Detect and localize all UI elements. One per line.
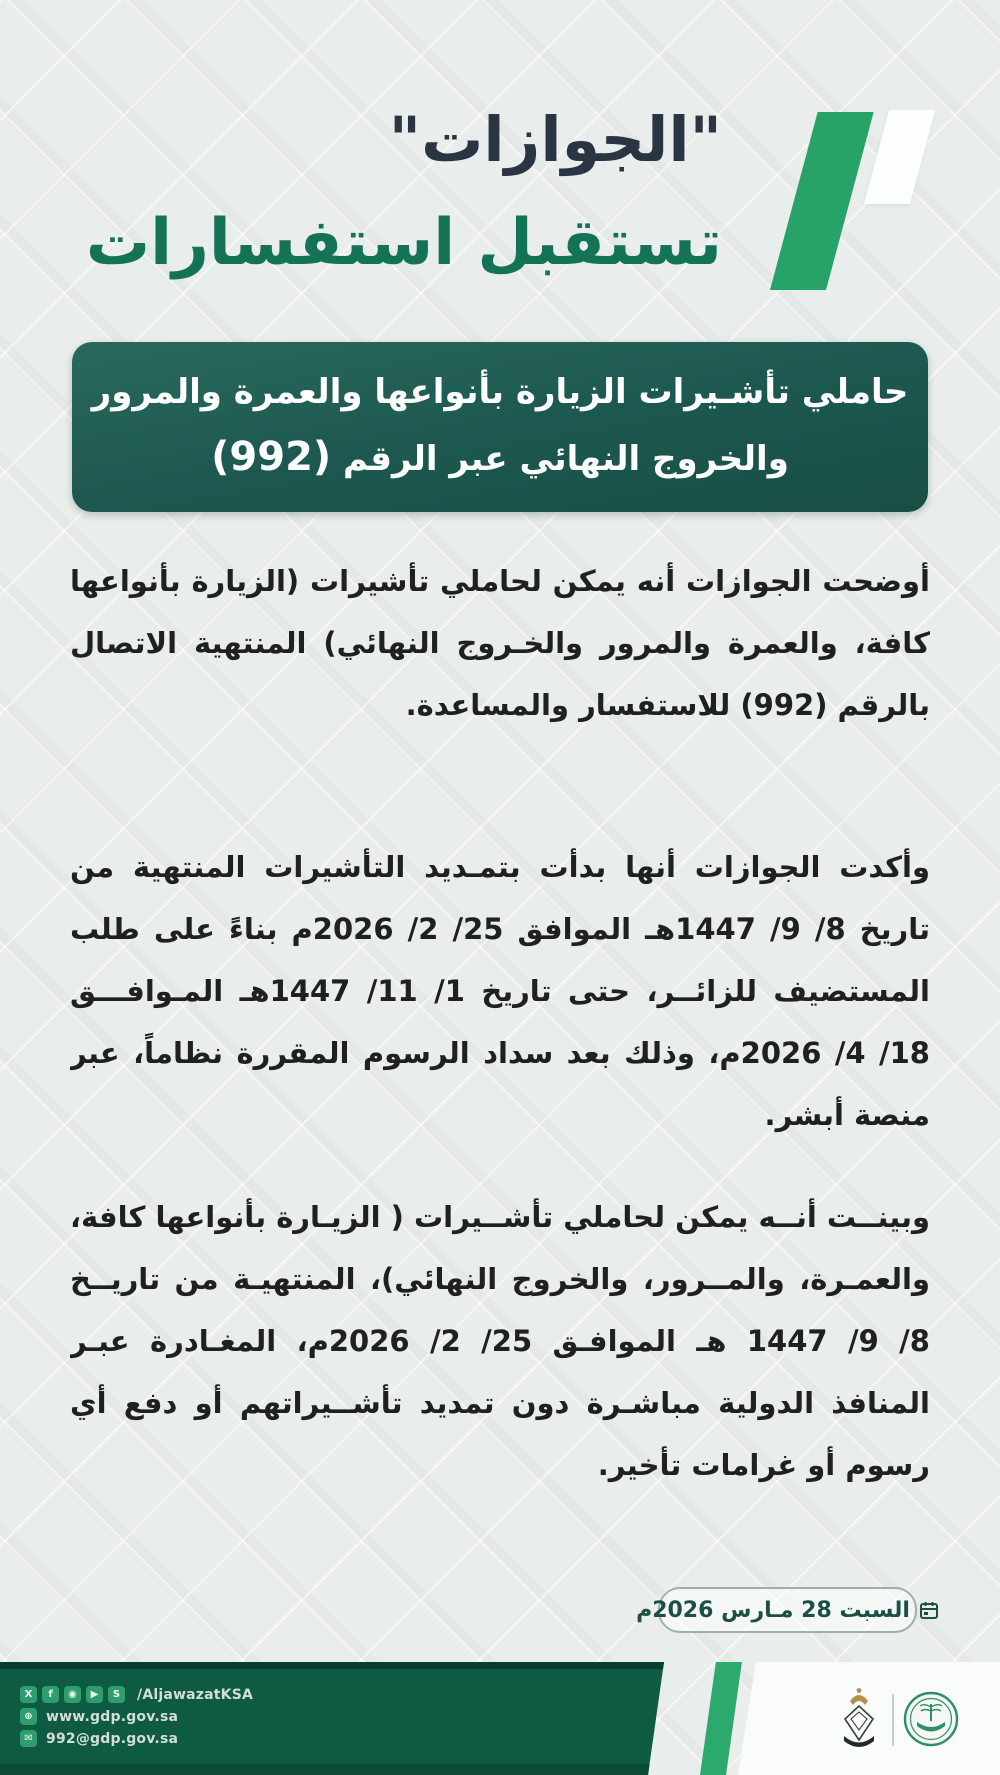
- page-title: "الجوازات": [388, 103, 722, 176]
- text-line: منصة أبشر.: [764, 1098, 930, 1132]
- facebook-icon[interactable]: [42, 1686, 59, 1703]
- text-line: 8/ 9/ 1447 هـ الموافـق 25/ 2/ 2026م، المغـادرة عبـر: [70, 1324, 930, 1358]
- text-line: بالرقم (992) للاستفسار والمساعدة.: [405, 688, 930, 722]
- paragraph-1: [70, 550, 930, 736]
- x-icon-glyph: X: [24, 1688, 33, 1700]
- banner-line-2-text: والخروج النهائي عبر الرقم: [343, 439, 789, 480]
- logo-divider: [892, 1694, 894, 1746]
- date-badge: [636, 1587, 917, 1633]
- text-line: رسوم أو غرامات تأخير.: [597, 1448, 930, 1482]
- text-line: المنافذ الدولية مباشـرة دون تمديد تأشــيراتهم أو دفع أي: [70, 1386, 930, 1420]
- globe-icon: [20, 1708, 37, 1725]
- instagram-icon-glyph: ◉: [68, 1688, 77, 1700]
- snapchat-icon[interactable]: [108, 1686, 125, 1703]
- brand-slash-green: [770, 112, 874, 290]
- website-row: [20, 1708, 253, 1725]
- paragraph-3: [70, 1186, 930, 1496]
- banner-phone-number: (992): [211, 434, 332, 481]
- x-icon[interactable]: [20, 1686, 37, 1703]
- footer-contact-block: [20, 1686, 253, 1747]
- text-line: 18/ 4/ 2026م، وذلك بعد سداد الرسوم المقررة نظاماً، عبر: [70, 1036, 930, 1070]
- banner-line-1: حاملي تأشـيرات الزيارة بأنواعها والعمرة والمرور: [91, 371, 909, 412]
- youtube-icon[interactable]: [86, 1686, 103, 1703]
- email-icon-glyph: ✉: [24, 1732, 33, 1744]
- social-handle[interactable]: /AljawazatKSA: [137, 1686, 254, 1703]
- brand-slash-white: [864, 110, 935, 204]
- date-label: السبت 28 مـارس 2026م: [636, 1597, 910, 1623]
- text-line: كافة، والعمرة والمرور والخـروج النهائي) المنتهية الاتصال: [70, 626, 930, 660]
- email-link[interactable]: 992@gdp.gov.sa: [46, 1730, 179, 1747]
- ministry-of-interior-logo: [836, 1686, 882, 1752]
- page-subtitle: تستقبل استفسارات: [85, 206, 722, 281]
- text-line: المستضيف للزائــر، حتى تاريخ 1/ 11/ 1447هـ المـوافـــق: [70, 974, 930, 1008]
- text-line: وأكدت الجوازات أنها بدأت بتمـديد التأشيرات المنتهية من: [70, 850, 930, 884]
- footer-accent-stripe: [700, 1662, 742, 1775]
- facebook-icon-glyph: f: [48, 1688, 53, 1700]
- youtube-icon-glyph: ▶: [90, 1688, 99, 1700]
- globe-icon-glyph: ⊕: [24, 1710, 33, 1722]
- headline-banner: [72, 342, 928, 512]
- text-line: وبينــت أنــه يمكن لحاملي تأشــيرات ( الزيـارة بأنواعها كافة،: [70, 1200, 930, 1234]
- passports-directorate-logo: [902, 1690, 960, 1748]
- instagram-icon[interactable]: [64, 1686, 81, 1703]
- text-line: أوضحت الجوازات أنه يمكن لحاملي تأشيرات (الزيارة بأنواعها: [70, 564, 930, 598]
- footer: [0, 1662, 1000, 1775]
- paragraph-2: [70, 836, 930, 1146]
- website-link[interactable]: www.gdp.gov.sa: [46, 1708, 179, 1725]
- text-line: والعمـرة، والمــرور، والخروج النهائي)، المنتهيـة من تاريــخ: [70, 1262, 930, 1296]
- calendar-icon: [919, 1600, 939, 1620]
- header-title-block: [85, 103, 722, 281]
- text-line: تاريخ 8/ 9/ 1447هـ الموافق 25/ 2/ 2026م بناءً على طلب: [70, 912, 930, 946]
- email-icon: [20, 1730, 37, 1747]
- article-body: [70, 550, 930, 1496]
- email-row: [20, 1730, 253, 1747]
- snapchat-icon-glyph: S: [112, 1688, 121, 1700]
- social-row: [20, 1686, 253, 1703]
- banner-line-2: [72, 426, 928, 488]
